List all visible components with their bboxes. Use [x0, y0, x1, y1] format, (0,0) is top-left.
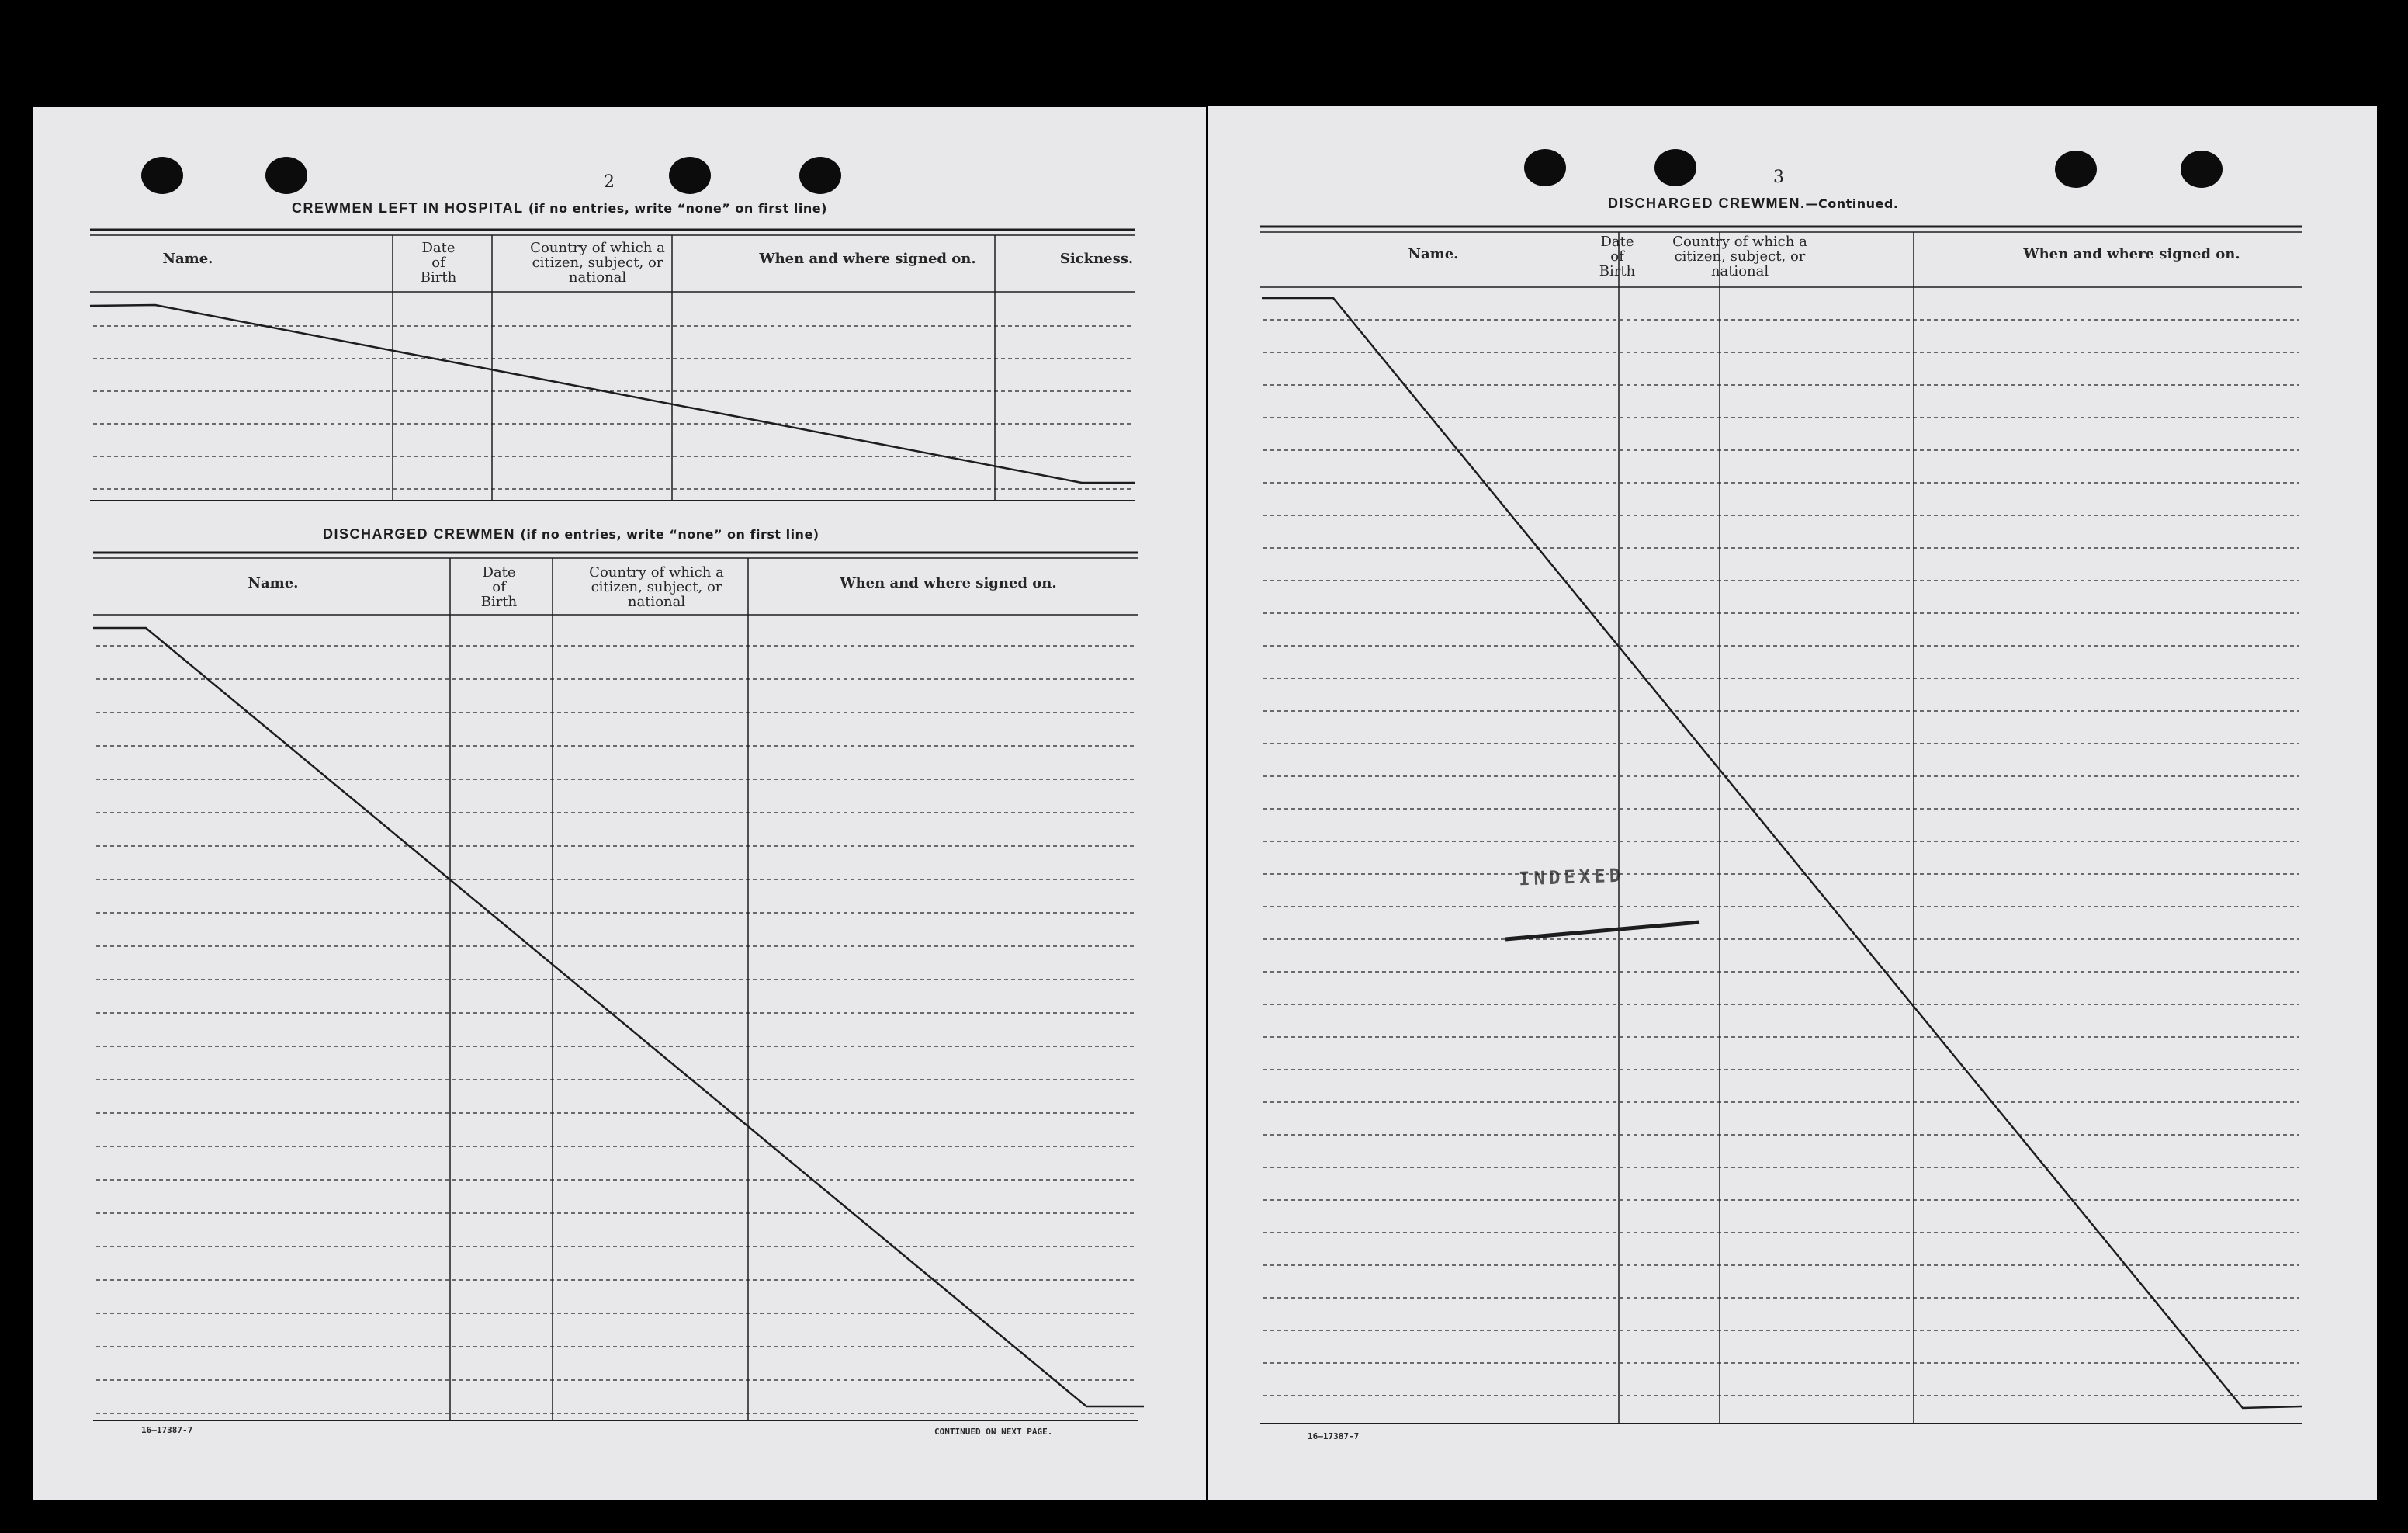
continued-label: —Continued. — [1805, 196, 1899, 211]
dob-line: Birth — [1599, 263, 1636, 279]
dob-line: Date — [1600, 234, 1634, 250]
col-header-signed: When and where signed on. — [2023, 246, 2240, 262]
dob-line: Date — [482, 564, 516, 581]
binder-hole-icon — [1524, 149, 1566, 186]
right-page — [1208, 106, 2377, 1500]
col-header-name: Name. — [1408, 246, 1459, 262]
page-number: 2 — [604, 172, 615, 192]
hospital-section-title — [292, 200, 827, 217]
col-header-country — [497, 241, 698, 285]
discharged-continued-text: DISCHARGED CREWMEN. — [1608, 196, 1806, 211]
col-header-dob — [464, 565, 534, 609]
binder-hole-icon — [265, 157, 307, 194]
hospital-title-text: CREWMEN LEFT IN HOSPITAL — [292, 200, 524, 216]
col-header-dob — [404, 241, 473, 285]
binder-hole-icon — [799, 157, 841, 194]
dob-line: of — [431, 255, 445, 271]
indexed-stamp: INDEXED — [1518, 864, 1625, 890]
country-line: Country of which a — [530, 240, 665, 256]
dob-line: Date — [421, 240, 456, 256]
col-header-signed: When and where signed on. — [840, 575, 1057, 591]
col-header-sickness: Sickness. — [1059, 251, 1134, 267]
binder-hole-icon — [1654, 149, 1696, 186]
binder-hole-icon — [2055, 151, 2097, 188]
discharged-section-title — [323, 526, 819, 543]
left-page — [33, 107, 1206, 1500]
binder-hole-icon — [141, 157, 183, 194]
country-line: national — [568, 269, 627, 286]
discharged-instruction: (if no entries, write “none” on first line) — [520, 527, 819, 542]
binder-hole-icon — [669, 157, 711, 194]
form-number: 16—17387-7 — [141, 1425, 193, 1435]
col-header-signed: When and where signed on. — [759, 251, 976, 267]
country-line: Country of which a — [589, 564, 724, 581]
discharged-title-text: DISCHARGED CREWMEN — [323, 526, 516, 542]
hospital-instruction: (if no entries, write “none” on first line) — [528, 201, 827, 216]
page-number: 3 — [1773, 168, 1784, 187]
country-line: citizen, subject, or — [1674, 248, 1806, 265]
country-line: national — [1710, 263, 1769, 279]
form-number: 16—17387-7 — [1308, 1431, 1360, 1441]
col-header-name: Name. — [162, 251, 213, 267]
country-line: citizen, subject, or — [532, 255, 663, 271]
country-line: national — [627, 594, 686, 610]
col-header-name: Name. — [248, 575, 299, 591]
col-header-dob — [1582, 234, 1652, 279]
country-line: citizen, subject, or — [591, 579, 722, 595]
dob-line: Birth — [480, 594, 518, 610]
dob-line: Birth — [420, 269, 457, 286]
binder-hole-icon — [2181, 151, 2223, 188]
col-header-country — [556, 565, 757, 609]
dob-line: of — [492, 579, 506, 595]
dob-line: of — [1610, 248, 1624, 265]
continued-note: CONTINUED ON NEXT PAGE. — [934, 1427, 1053, 1437]
country-line: Country of which a — [1672, 234, 1807, 250]
discharged-continued-title — [1608, 196, 1898, 212]
